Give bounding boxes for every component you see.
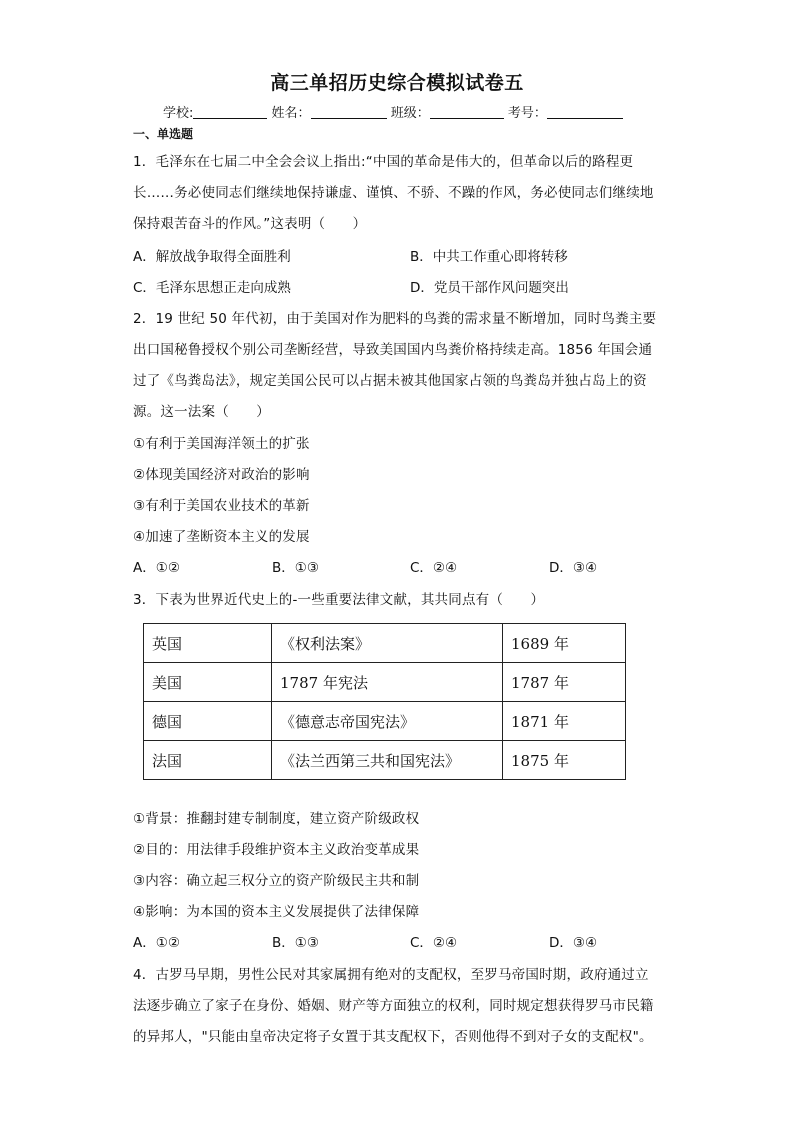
q1-option-c[interactable]: C．毛泽东思想正走向成熟 [133,280,291,296]
table-cell-country: 英国 [144,624,272,663]
q1-option-b[interactable]: B．中共工作重心即将转移 [410,249,568,265]
q3-option-c[interactable]: C．②④ [410,935,458,951]
table-cell-year: 1787 年 [503,663,626,702]
class-label: 班级： [390,106,430,121]
section-title: 一、单选题 [133,127,194,141]
law-documents-table [143,623,626,780]
table-cell-document: 《法兰西第三共和国宪法》 [272,741,503,780]
id-blank[interactable] [547,105,623,119]
q2-option-b[interactable]: B．①③ [272,560,319,576]
q3-item: ③内容：确立起三权分立的资产阶级民主共和制 [133,873,420,889]
q2-option-d[interactable]: D．③④ [549,560,598,576]
q4-line: 的异邦人，"只能由皇帝决定将子女置于其支配权下，否则他得不到对子女的支配权"。 [133,1029,653,1045]
q2-item: ②体现美国经济对政治的影响 [133,467,310,483]
table-cell-document: 《德意志帝国宪法》 [272,702,503,741]
q2-item: ①有利于美国海洋领土的扩张 [133,436,310,452]
q1-line: 保持艰苦奋斗的作风。”这表明（ ） [133,216,367,232]
school-blank[interactable] [193,105,267,119]
class-blank[interactable] [430,105,504,119]
q1-option-a[interactable]: A．解放战争取得全面胜利 [133,249,291,265]
q1-line: 长……务必使同志们继续地保持谦虚、谨慎、不骄、不躁的作风，务必使同志们继续地 [133,185,654,201]
q2-line: 源。这一法案（ ） [133,404,270,420]
q2-line: 出口国秘鲁授权个别公司垄断经营，导致美国国内鸟粪价格持续走高。1856 年国会通 [133,342,653,358]
q2-option-a[interactable]: A．①② [133,560,180,576]
q2-item: ④加速了垄断资本主义的发展 [133,529,310,545]
name-label: 姓名： [271,106,311,121]
q4-line: 法逐步确立了家子在身份、婚姻、财产等方面独立的权利，同时规定想获得罗马市民籍 [133,998,654,1014]
page-title: 高三单招历史综合模拟试卷五 [270,72,524,94]
table-cell-year: 1689 年 [503,624,626,663]
name-blank[interactable] [311,105,387,119]
table-row [144,702,626,741]
table-cell-document: 1787 年宪法 [272,663,503,702]
q2-line: 2．19 世纪 50 年代初，由于美国对作为肥料的鸟粪的需求量不断增加，同时鸟粪主要 [133,311,657,327]
table-row [144,741,626,780]
table-row [144,624,626,663]
q1-option-d[interactable]: D．党员干部作风问题突出 [410,280,569,296]
q4-line: 4．古罗马早期，男性公民对其家属拥有绝对的支配权，至罗马帝国时期，政府通过立 [133,967,649,983]
q2-line: 过了《鸟粪岛法》，规定美国公民可以占据未被其他国家占领的鸟粪岛并独占岛上的资 [133,373,647,389]
q3-option-b[interactable]: B．①③ [272,935,319,951]
q3-item: ②目的：用法律手段维护资本主义政治变革成果 [133,842,420,858]
q2-option-c[interactable]: C．②④ [410,560,458,576]
student-info-line [163,102,623,121]
table-cell-year: 1871 年 [503,702,626,741]
q3-option-d[interactable]: D．③④ [549,935,598,951]
q3-option-a[interactable]: A．①② [133,935,180,951]
table-cell-country: 法国 [144,741,272,780]
q3-item: ④影响：为本国的资本主义发展提供了法律保障 [133,904,420,920]
q3-item: ①背景：推翻封建专制制度，建立资产阶级政权 [133,811,420,827]
table-cell-year: 1875 年 [503,741,626,780]
q1-line: 1．毛泽东在七届二中全会会议上指出:“中国的革命是伟大的，但革命以后的路程更 [133,154,634,170]
table-cell-country: 美国 [144,663,272,702]
school-label: 学校: [163,106,194,121]
q3-stem: 3．下表为世界近代史上的-一些重要法律文献，其共同点有（ ） [133,592,545,608]
table-row [144,663,626,702]
table-cell-document: 《权利法案》 [272,624,503,663]
id-label: 考号： [507,106,547,121]
table-cell-country: 德国 [144,702,272,741]
q2-item: ③有利于美国农业技术的革新 [133,498,310,514]
